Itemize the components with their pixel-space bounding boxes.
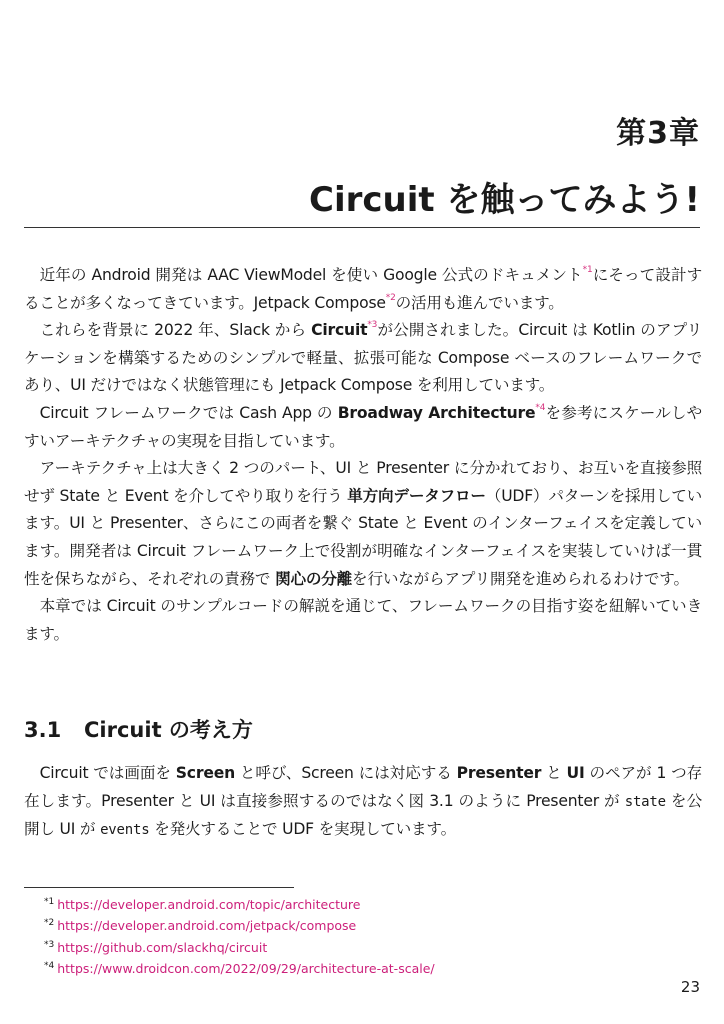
footnote-ref[interactable]: *4	[535, 402, 546, 413]
footnote-ref[interactable]: *2	[385, 292, 396, 303]
footnote-mark: *2	[44, 918, 55, 929]
bold-term: Broadway Architecture	[337, 403, 536, 422]
code-term: events	[100, 822, 150, 839]
text-run: を公開し UI が	[24, 791, 702, 839]
text-run: これらを背景に 2022 年、Slack から	[39, 321, 312, 340]
paragraph	[24, 760, 702, 845]
footnote-link[interactable]: https://www.droidcon.com/2022/09/29/architecture-at-scale/	[57, 961, 435, 977]
paragraph	[24, 262, 702, 317]
text-run: アーキテクチャ上は大きく 2 つのパート、UI と Presenter に分かれており、お互いを直接参照せず State と Event を介してやり取りを行う	[24, 459, 702, 505]
text-run: と呼び、Screen には対応する	[234, 764, 457, 782]
footnote-mark: *4	[44, 961, 55, 972]
text-run: 本章では Circuit のサンプルコードの解説を通じて、フレームワークの目指す姿を紐解いていきます。	[24, 597, 702, 643]
footnote-link[interactable]: https://developer.android.com/jetpack/compose	[57, 918, 357, 934]
chapter-divider	[24, 227, 700, 228]
footnotes	[44, 893, 435, 979]
footnote-item	[44, 893, 435, 914]
footnote-item	[44, 957, 435, 978]
code-term: state	[624, 793, 666, 810]
text-run: の活用も進んでいます。	[395, 293, 564, 312]
text-run: が公開されました。Circuit は Kotlin のアプリケーションを構築するためのシンプルで軽量、拡張可能な Compose ベースのフレームワークであり、UI だけではなく状態管理にも Jetpack Compose を利用しています。	[24, 321, 702, 395]
paragraph	[24, 317, 702, 400]
text-run: のペアが 1 つ存在します。Presenter と UI は直接参照するのではなく図 3.1 のように Presenter が	[24, 764, 702, 810]
text-run: 近年の Android 開発は AAC ViewModel を使い Google 公式のドキュメント	[39, 266, 583, 284]
text-run: Circuit フレームワークでは Cash App の	[39, 403, 338, 422]
footnote-mark: *1	[44, 897, 55, 907]
section-title: Circuit の考え方	[84, 718, 253, 742]
bold-term: 関心の分離	[275, 569, 353, 588]
bold-term: Presenter	[456, 764, 542, 782]
page-number: 23	[680, 978, 700, 996]
chapter-label: 第3章	[616, 116, 700, 151]
footnote-mark: *3	[44, 939, 55, 950]
bold-term: Screen	[175, 764, 235, 782]
text-run: と	[541, 764, 567, 782]
section-text	[24, 760, 702, 845]
footnote-link[interactable]: https://github.com/slackhq/circuit	[57, 939, 268, 955]
text-run: にそって設計することが多くなってきています。Jetpack Compose	[24, 266, 702, 312]
paragraph	[24, 593, 702, 648]
footnote-ref[interactable]: *3	[367, 320, 378, 331]
paragraph	[24, 400, 702, 455]
chapter-title: Circuit を触ってみよう!	[309, 180, 700, 220]
footnote-link[interactable]: https://developer.android.com/topic/architecture	[57, 897, 361, 912]
footnote-item	[44, 936, 435, 957]
text-run: を行いながらアプリ開発を進められるわけです。	[352, 569, 689, 588]
paragraph	[24, 455, 702, 593]
text-run: を参考にスケールしやすいアーキテクチャの実現を目指しています。	[24, 403, 702, 450]
bold-term: Circuit	[311, 321, 368, 340]
intro-text	[24, 262, 702, 648]
footnote-ref[interactable]: *1	[582, 265, 593, 275]
footnote-divider	[24, 887, 294, 888]
section-number: 3.1	[24, 718, 62, 742]
bold-term: UI	[566, 764, 585, 782]
text-run: （UDF）パターンを採用しています。UI と Presenter、さらにこの両者を繋ぐ State と Event のインターフェイスを定義しています。開発者は Circuit フレームワーク上で役割が明確なインターフェイスを実装していけば一貫性を保ちながら、それぞれの責務で	[24, 486, 703, 588]
text-run: Circuit では画面を	[39, 764, 176, 782]
text-run: を発火することで UDF を実現しています。	[149, 820, 456, 839]
footnote-item	[44, 914, 435, 935]
section-heading	[24, 714, 253, 744]
bold-term: 単方向データフロー	[347, 486, 486, 505]
